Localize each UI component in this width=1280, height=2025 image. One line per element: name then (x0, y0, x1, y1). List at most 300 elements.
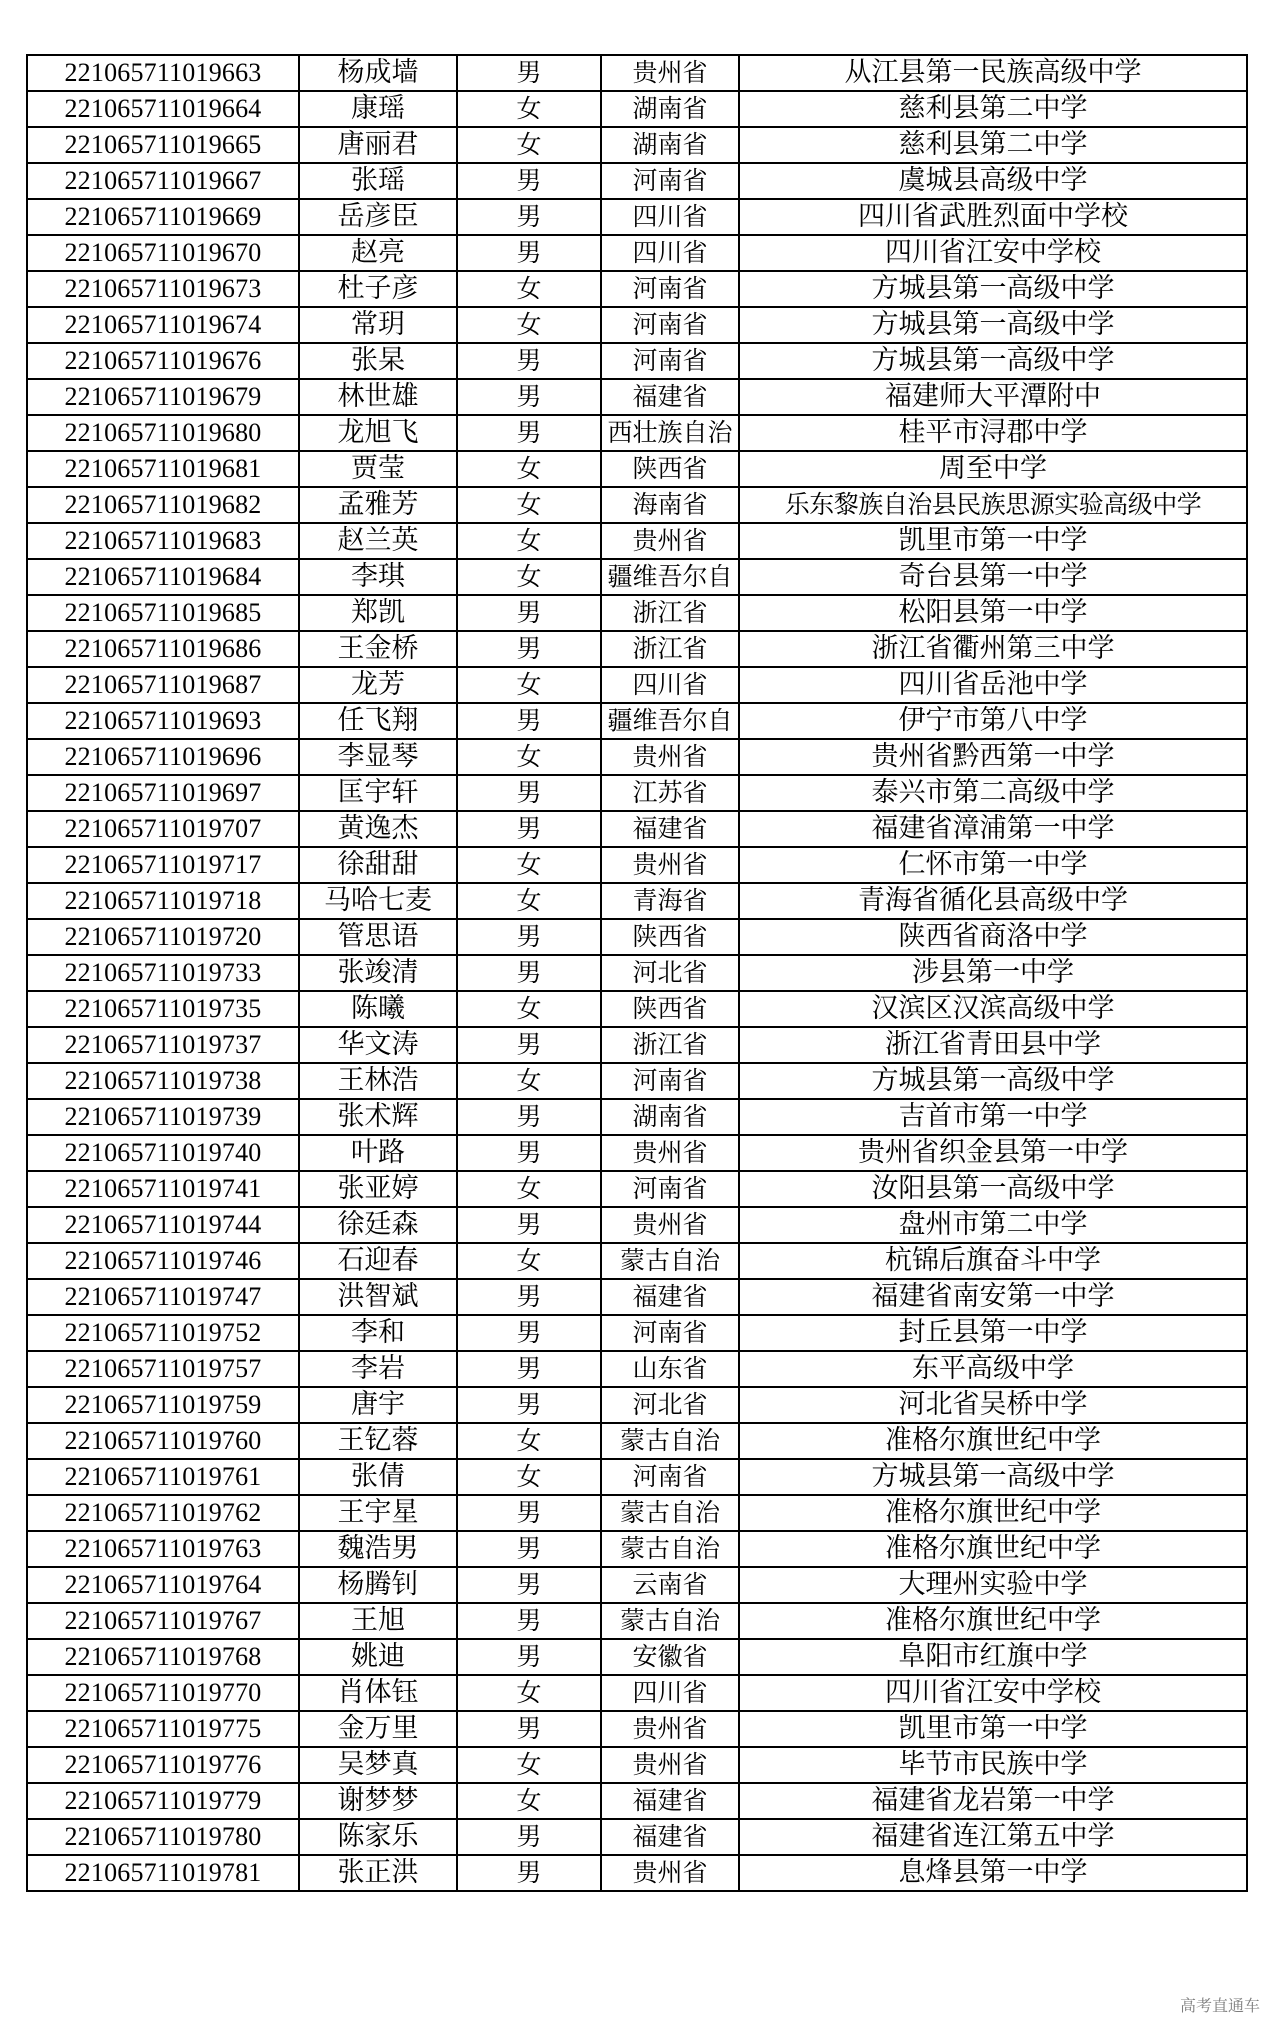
student-name-cell: 贾莹 (299, 451, 457, 487)
school-cell: 慈利县第二中学 (739, 91, 1247, 127)
gender-cell: 女 (457, 739, 601, 775)
table-row (27, 883, 1247, 919)
candidate-id-cell: 221065711019673 (27, 271, 299, 307)
student-name-cell: 王林浩 (299, 1063, 457, 1099)
table-row (27, 91, 1247, 127)
table-row (27, 595, 1247, 631)
school-cell: 阜阳市红旗中学 (739, 1639, 1247, 1675)
gender-cell: 女 (457, 1675, 601, 1711)
province-cell: 福建省 (601, 1783, 739, 1819)
table-row (27, 1603, 1247, 1639)
gender-cell: 男 (457, 199, 601, 235)
table-row (27, 1027, 1247, 1063)
province-cell: 蒙古自治 (601, 1531, 739, 1567)
province-cell: 河北省 (601, 1387, 739, 1423)
gender-cell: 男 (457, 703, 601, 739)
province-cell: 江苏省 (601, 775, 739, 811)
student-name-cell: 王钇蓉 (299, 1423, 457, 1459)
school-cell: 浙江省青田县中学 (739, 1027, 1247, 1063)
table-row (27, 739, 1247, 775)
province-cell: 疆维吾尔自 (601, 703, 739, 739)
student-name-cell: 赵亮 (299, 235, 457, 271)
province-cell: 安徽省 (601, 1639, 739, 1675)
gender-cell: 女 (457, 883, 601, 919)
gender-cell: 男 (457, 631, 601, 667)
watermark-text: 高考直通车 (1179, 1996, 1260, 2015)
student-name-cell: 陈曦 (299, 991, 457, 1027)
gender-cell: 男 (457, 379, 601, 415)
school-cell: 贵州省织金县第一中学 (739, 1135, 1247, 1171)
candidate-id-cell: 221065711019737 (27, 1027, 299, 1063)
table-row (27, 991, 1247, 1027)
province-cell: 福建省 (601, 1819, 739, 1855)
province-cell: 河北省 (601, 955, 739, 991)
province-cell: 四川省 (601, 235, 739, 271)
table-row (27, 127, 1247, 163)
school-cell: 虞城县高级中学 (739, 163, 1247, 199)
candidate-id-cell: 221065711019735 (27, 991, 299, 1027)
table-row (27, 1855, 1247, 1891)
table-row (27, 379, 1247, 415)
student-name-cell: 叶路 (299, 1135, 457, 1171)
table-row (27, 1783, 1247, 1819)
candidate-id-cell: 221065711019683 (27, 523, 299, 559)
province-cell: 湖南省 (601, 91, 739, 127)
candidate-id-cell: 221065711019746 (27, 1243, 299, 1279)
gender-cell: 女 (457, 1783, 601, 1819)
candidate-id-cell: 221065711019679 (27, 379, 299, 415)
gender-cell: 男 (457, 1099, 601, 1135)
student-name-cell: 马哈七麦 (299, 883, 457, 919)
table-row (27, 1495, 1247, 1531)
candidate-id-cell: 221065711019686 (27, 631, 299, 667)
student-name-cell: 李岩 (299, 1351, 457, 1387)
province-cell: 云南省 (601, 1567, 739, 1603)
candidate-id-cell: 221065711019744 (27, 1207, 299, 1243)
candidate-id-cell: 221065711019707 (27, 811, 299, 847)
table-row (27, 631, 1247, 667)
student-name-cell: 张亚婷 (299, 1171, 457, 1207)
candidate-id-cell: 221065711019759 (27, 1387, 299, 1423)
student-name-cell: 管思语 (299, 919, 457, 955)
school-cell: 方城县第一高级中学 (739, 1063, 1247, 1099)
school-cell: 杭锦后旗奋斗中学 (739, 1243, 1247, 1279)
school-cell: 慈利县第二中学 (739, 127, 1247, 163)
gender-cell: 男 (457, 1279, 601, 1315)
student-name-cell: 张术辉 (299, 1099, 457, 1135)
student-name-cell: 唐丽君 (299, 127, 457, 163)
candidate-id-cell: 221065711019717 (27, 847, 299, 883)
province-cell: 四川省 (601, 199, 739, 235)
table-row (27, 1351, 1247, 1387)
gender-cell: 男 (457, 1351, 601, 1387)
province-cell: 贵州省 (601, 739, 739, 775)
student-name-cell: 赵兰英 (299, 523, 457, 559)
school-cell: 方城县第一高级中学 (739, 343, 1247, 379)
table-row (27, 1243, 1247, 1279)
gender-cell: 女 (457, 1171, 601, 1207)
school-cell: 陕西省商洛中学 (739, 919, 1247, 955)
student-name-cell: 常玥 (299, 307, 457, 343)
candidate-id-cell: 221065711019681 (27, 451, 299, 487)
gender-cell: 女 (457, 667, 601, 703)
candidate-id-cell: 221065711019663 (27, 55, 299, 91)
gender-cell: 女 (457, 1459, 601, 1495)
candidate-id-cell: 221065711019684 (27, 559, 299, 595)
school-cell: 河北省吴桥中学 (739, 1387, 1247, 1423)
student-name-cell: 杨腾钊 (299, 1567, 457, 1603)
student-name-cell: 肖体钰 (299, 1675, 457, 1711)
school-cell: 从江县第一民族高级中学 (739, 55, 1247, 91)
candidate-id-cell: 221065711019720 (27, 919, 299, 955)
gender-cell: 男 (457, 1567, 601, 1603)
student-name-cell: 张倩 (299, 1459, 457, 1495)
gender-cell: 男 (457, 919, 601, 955)
student-name-cell: 张正洪 (299, 1855, 457, 1891)
student-name-cell: 徐廷森 (299, 1207, 457, 1243)
student-name-cell: 龙旭飞 (299, 415, 457, 451)
table-row (27, 1423, 1247, 1459)
school-cell: 四川省江安中学校 (739, 1675, 1247, 1711)
province-cell: 贵州省 (601, 1747, 739, 1783)
province-cell: 河南省 (601, 343, 739, 379)
school-cell: 福建师大平潭附中 (739, 379, 1247, 415)
gender-cell: 男 (457, 775, 601, 811)
gender-cell: 男 (457, 163, 601, 199)
table-row (27, 1567, 1247, 1603)
student-name-cell: 匡宇轩 (299, 775, 457, 811)
roster-body (27, 55, 1247, 1891)
gender-cell: 男 (457, 1819, 601, 1855)
gender-cell: 女 (457, 271, 601, 307)
province-cell: 疆维吾尔自 (601, 559, 739, 595)
candidate-id-cell: 221065711019665 (27, 127, 299, 163)
admission-roster-table (26, 54, 1248, 1892)
candidate-id-cell: 221065711019680 (27, 415, 299, 451)
student-name-cell: 张杲 (299, 343, 457, 379)
province-cell: 四川省 (601, 667, 739, 703)
school-cell: 福建省漳浦第一中学 (739, 811, 1247, 847)
table-row (27, 271, 1247, 307)
student-name-cell: 林世雄 (299, 379, 457, 415)
gender-cell: 男 (457, 235, 601, 271)
candidate-id-cell: 221065711019775 (27, 1711, 299, 1747)
province-cell: 贵州省 (601, 55, 739, 91)
candidate-id-cell: 221065711019761 (27, 1459, 299, 1495)
school-cell: 周至中学 (739, 451, 1247, 487)
school-cell: 准格尔旗世纪中学 (739, 1495, 1247, 1531)
province-cell: 河南省 (601, 163, 739, 199)
province-cell: 陕西省 (601, 991, 739, 1027)
province-cell: 福建省 (601, 811, 739, 847)
province-cell: 湖南省 (601, 1099, 739, 1135)
candidate-id-cell: 221065711019693 (27, 703, 299, 739)
school-cell: 汝阳县第一高级中学 (739, 1171, 1247, 1207)
gender-cell: 女 (457, 1243, 601, 1279)
student-name-cell: 岳彦臣 (299, 199, 457, 235)
candidate-id-cell: 221065711019718 (27, 883, 299, 919)
candidate-id-cell: 221065711019664 (27, 91, 299, 127)
school-cell: 贵州省黔西第一中学 (739, 739, 1247, 775)
province-cell: 贵州省 (601, 1207, 739, 1243)
student-name-cell: 王金桥 (299, 631, 457, 667)
school-cell: 息烽县第一中学 (739, 1855, 1247, 1891)
table-row (27, 1315, 1247, 1351)
province-cell: 蒙古自治 (601, 1423, 739, 1459)
table-row (27, 343, 1247, 379)
gender-cell: 女 (457, 523, 601, 559)
school-cell: 福建省龙岩第一中学 (739, 1783, 1247, 1819)
table-row (27, 919, 1247, 955)
province-cell: 陕西省 (601, 451, 739, 487)
gender-cell: 女 (457, 307, 601, 343)
student-name-cell: 李和 (299, 1315, 457, 1351)
candidate-id-cell: 221065711019674 (27, 307, 299, 343)
school-cell: 泰兴市第二高级中学 (739, 775, 1247, 811)
candidate-id-cell: 221065711019682 (27, 487, 299, 523)
candidate-id-cell: 221065711019776 (27, 1747, 299, 1783)
province-cell: 贵州省 (601, 1135, 739, 1171)
school-cell: 毕节市民族中学 (739, 1747, 1247, 1783)
province-cell: 贵州省 (601, 1711, 739, 1747)
student-name-cell: 唐宇 (299, 1387, 457, 1423)
gender-cell: 男 (457, 1531, 601, 1567)
gender-cell: 女 (457, 1063, 601, 1099)
table-row (27, 1639, 1247, 1675)
school-cell: 福建省连江第五中学 (739, 1819, 1247, 1855)
school-cell: 凯里市第一中学 (739, 523, 1247, 559)
candidate-id-cell: 221065711019770 (27, 1675, 299, 1711)
province-cell: 福建省 (601, 1279, 739, 1315)
school-cell: 东平高级中学 (739, 1351, 1247, 1387)
gender-cell: 男 (457, 1639, 601, 1675)
student-name-cell: 郑凯 (299, 595, 457, 631)
school-cell: 浙江省衢州第三中学 (739, 631, 1247, 667)
student-name-cell: 金万里 (299, 1711, 457, 1747)
gender-cell: 男 (457, 1495, 601, 1531)
candidate-id-cell: 221065711019779 (27, 1783, 299, 1819)
student-name-cell: 李琪 (299, 559, 457, 595)
province-cell: 四川省 (601, 1675, 739, 1711)
candidate-id-cell: 221065711019696 (27, 739, 299, 775)
student-name-cell: 谢梦梦 (299, 1783, 457, 1819)
province-cell: 海南省 (601, 487, 739, 523)
gender-cell: 男 (457, 955, 601, 991)
gender-cell: 男 (457, 595, 601, 631)
province-cell: 河南省 (601, 271, 739, 307)
gender-cell: 男 (457, 1711, 601, 1747)
table-row (27, 775, 1247, 811)
student-name-cell: 吴梦真 (299, 1747, 457, 1783)
candidate-id-cell: 221065711019738 (27, 1063, 299, 1099)
school-cell: 准格尔旗世纪中学 (739, 1423, 1247, 1459)
table-row (27, 1099, 1247, 1135)
province-cell: 青海省 (601, 883, 739, 919)
school-cell: 方城县第一高级中学 (739, 307, 1247, 343)
gender-cell: 女 (457, 991, 601, 1027)
province-cell: 河南省 (601, 1171, 739, 1207)
gender-cell: 男 (457, 1315, 601, 1351)
province-cell: 贵州省 (601, 1855, 739, 1891)
candidate-id-cell: 221065711019762 (27, 1495, 299, 1531)
table-row (27, 163, 1247, 199)
gender-cell: 男 (457, 1027, 601, 1063)
gender-cell: 男 (457, 1603, 601, 1639)
gender-cell: 女 (457, 127, 601, 163)
student-name-cell: 洪智斌 (299, 1279, 457, 1315)
student-name-cell: 王旭 (299, 1603, 457, 1639)
table-row (27, 55, 1247, 91)
gender-cell: 男 (457, 1207, 601, 1243)
candidate-id-cell: 221065711019752 (27, 1315, 299, 1351)
candidate-id-cell: 221065711019780 (27, 1819, 299, 1855)
candidate-id-cell: 221065711019781 (27, 1855, 299, 1891)
school-cell: 青海省循化县高级中学 (739, 883, 1247, 919)
student-name-cell: 魏浩男 (299, 1531, 457, 1567)
province-cell: 河南省 (601, 1459, 739, 1495)
student-name-cell: 石迎春 (299, 1243, 457, 1279)
school-cell: 准格尔旗世纪中学 (739, 1603, 1247, 1639)
table-row (27, 1279, 1247, 1315)
candidate-id-cell: 221065711019764 (27, 1567, 299, 1603)
table-row (27, 487, 1247, 523)
province-cell: 西壮族自治 (601, 415, 739, 451)
gender-cell: 男 (457, 55, 601, 91)
student-name-cell: 孟雅芳 (299, 487, 457, 523)
gender-cell: 女 (457, 847, 601, 883)
candidate-id-cell: 221065711019669 (27, 199, 299, 235)
school-cell: 封丘县第一中学 (739, 1315, 1247, 1351)
table-row (27, 1171, 1247, 1207)
province-cell: 河南省 (601, 307, 739, 343)
table-row (27, 703, 1247, 739)
province-cell: 陕西省 (601, 919, 739, 955)
candidate-id-cell: 221065711019741 (27, 1171, 299, 1207)
candidate-id-cell: 221065711019757 (27, 1351, 299, 1387)
school-cell: 四川省武胜烈面中学校 (739, 199, 1247, 235)
school-cell: 福建省南安第一中学 (739, 1279, 1247, 1315)
candidate-id-cell: 221065711019697 (27, 775, 299, 811)
table-row (27, 667, 1247, 703)
student-name-cell: 龙芳 (299, 667, 457, 703)
school-cell: 凯里市第一中学 (739, 1711, 1247, 1747)
table-row (27, 1675, 1247, 1711)
student-name-cell: 黄逸杰 (299, 811, 457, 847)
gender-cell: 男 (457, 343, 601, 379)
gender-cell: 女 (457, 1747, 601, 1783)
province-cell: 蒙古自治 (601, 1495, 739, 1531)
candidate-id-cell: 221065711019763 (27, 1531, 299, 1567)
student-name-cell: 康瑶 (299, 91, 457, 127)
candidate-id-cell: 221065711019667 (27, 163, 299, 199)
candidate-id-cell: 221065711019676 (27, 343, 299, 379)
school-cell: 大理州实验中学 (739, 1567, 1247, 1603)
gender-cell: 男 (457, 811, 601, 847)
province-cell: 浙江省 (601, 595, 739, 631)
table-row (27, 415, 1247, 451)
table-row (27, 559, 1247, 595)
school-cell: 乐东黎族自治县民族思源实验高级中学 (739, 487, 1247, 523)
province-cell: 山东省 (601, 1351, 739, 1387)
table-row (27, 955, 1247, 991)
school-cell: 四川省江安中学校 (739, 235, 1247, 271)
student-name-cell: 李显琴 (299, 739, 457, 775)
school-cell: 伊宁市第八中学 (739, 703, 1247, 739)
province-cell: 福建省 (601, 379, 739, 415)
province-cell: 贵州省 (601, 523, 739, 559)
school-cell: 涉县第一中学 (739, 955, 1247, 991)
student-name-cell: 杨成墙 (299, 55, 457, 91)
table-row (27, 235, 1247, 271)
gender-cell: 男 (457, 1855, 601, 1891)
candidate-id-cell: 221065711019739 (27, 1099, 299, 1135)
gender-cell: 女 (457, 451, 601, 487)
school-cell: 四川省岳池中学 (739, 667, 1247, 703)
table-row (27, 451, 1247, 487)
candidate-id-cell: 221065711019760 (27, 1423, 299, 1459)
gender-cell: 女 (457, 559, 601, 595)
school-cell: 方城县第一高级中学 (739, 1459, 1247, 1495)
table-row (27, 1387, 1247, 1423)
table-row (27, 1207, 1247, 1243)
table-row (27, 1531, 1247, 1567)
candidate-id-cell: 221065711019687 (27, 667, 299, 703)
gender-cell: 女 (457, 1423, 601, 1459)
student-name-cell: 陈家乐 (299, 1819, 457, 1855)
student-name-cell: 张竣清 (299, 955, 457, 991)
gender-cell: 女 (457, 91, 601, 127)
school-cell: 奇台县第一中学 (739, 559, 1247, 595)
province-cell: 河南省 (601, 1315, 739, 1351)
table-row (27, 523, 1247, 559)
school-cell: 松阳县第一中学 (739, 595, 1247, 631)
student-name-cell: 徐甜甜 (299, 847, 457, 883)
school-cell: 方城县第一高级中学 (739, 271, 1247, 307)
school-cell: 汉滨区汉滨高级中学 (739, 991, 1247, 1027)
province-cell: 蒙古自治 (601, 1243, 739, 1279)
school-cell: 吉首市第一中学 (739, 1099, 1247, 1135)
province-cell: 蒙古自治 (601, 1603, 739, 1639)
table-row (27, 847, 1247, 883)
table-row (27, 811, 1247, 847)
candidate-id-cell: 221065711019670 (27, 235, 299, 271)
province-cell: 湖南省 (601, 127, 739, 163)
table-row (27, 1747, 1247, 1783)
student-name-cell: 张瑶 (299, 163, 457, 199)
student-name-cell: 华文涛 (299, 1027, 457, 1063)
table-row (27, 1819, 1247, 1855)
gender-cell: 男 (457, 1135, 601, 1171)
student-name-cell: 任飞翔 (299, 703, 457, 739)
table-row (27, 1135, 1247, 1171)
table-row (27, 199, 1247, 235)
province-cell: 贵州省 (601, 847, 739, 883)
table-row (27, 307, 1247, 343)
province-cell: 浙江省 (601, 1027, 739, 1063)
table-row (27, 1063, 1247, 1099)
candidate-id-cell: 221065711019685 (27, 595, 299, 631)
table-row (27, 1459, 1247, 1495)
candidate-id-cell: 221065711019733 (27, 955, 299, 991)
student-name-cell: 姚迪 (299, 1639, 457, 1675)
student-name-cell: 杜子彦 (299, 271, 457, 307)
province-cell: 河南省 (601, 1063, 739, 1099)
candidate-id-cell: 221065711019767 (27, 1603, 299, 1639)
gender-cell: 女 (457, 487, 601, 523)
gender-cell: 男 (457, 1387, 601, 1423)
table-row (27, 1711, 1247, 1747)
student-name-cell: 王宇星 (299, 1495, 457, 1531)
